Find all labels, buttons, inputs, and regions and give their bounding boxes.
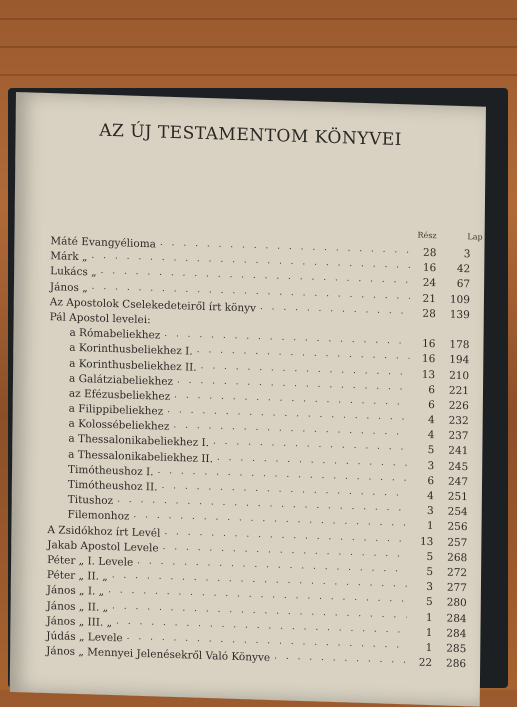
- wood-grain: [0, 18, 517, 20]
- toc-entry-chapters: 22: [418, 656, 433, 670]
- toc-entry-page: 284: [446, 627, 467, 640]
- toc-entry-name: a Thessalonikabeliekhez I.: [68, 433, 210, 450]
- book-page: [10, 92, 486, 707]
- toc-entry-page: 251: [447, 490, 468, 504]
- toc-entry-chapters: 5: [426, 550, 434, 563]
- toc-entry-page: 256: [447, 520, 468, 534]
- column-header-chapters: Rész: [417, 230, 437, 241]
- toc-entry-chapters: 1: [425, 611, 433, 624]
- toc-entry-name: a Thessalonikabeliekhez II.: [68, 448, 214, 465]
- toc-entry-name: a Kolossébeliekhez: [68, 417, 170, 434]
- toc-entry-page: 226: [448, 399, 469, 413]
- toc-entry-chapters: 3: [427, 459, 435, 472]
- toc-entry-name: a Korinthusbeliekhez II.: [69, 357, 197, 374]
- toc-entry-chapters: 21: [422, 292, 437, 305]
- toc-entry-chapters: 24: [422, 277, 437, 290]
- toc-entry-name: az Efézusbeliekhez: [68, 387, 171, 403]
- toc-entry-page: 42: [456, 263, 471, 276]
- column-header-pages: Lap: [467, 232, 483, 242]
- toc-entry-chapters: 1: [425, 626, 433, 639]
- toc-entry-page: 277: [446, 581, 467, 595]
- toc-entry-page: 247: [447, 475, 469, 489]
- toc-entry-name: János „ III. „: [46, 614, 113, 629]
- toc-entry-page: 254: [447, 505, 468, 519]
- toc-entry-page: 3: [463, 248, 471, 261]
- toc-entry-chapters: 4: [427, 489, 434, 503]
- toc-entry-name: Filemonhoz: [67, 509, 130, 523]
- toc-entry-chapters: 28: [422, 307, 436, 320]
- toc-entry-chapters: 3: [426, 505, 434, 518]
- dot-leader: [260, 304, 410, 319]
- toc-entry-page: 268: [447, 551, 468, 564]
- toc-entry-page: 194: [449, 353, 470, 367]
- toc-entry-chapters: 28: [422, 246, 437, 260]
- toc-entry-name: Jakab Apostol Levele: [47, 538, 159, 555]
- toc-entry-name: a Korinthusbeliekhez I.: [69, 342, 193, 358]
- toc-entry-chapters: 1: [426, 520, 434, 533]
- toc-entry-chapters: 13: [419, 535, 434, 548]
- toc-entry-name: Az Apostolok Cselekedeteiről írt könyv: [49, 295, 257, 315]
- toc-entry-page: 285: [446, 642, 467, 656]
- toc-entry-chapters: 16: [422, 261, 437, 275]
- toc-entry-name: Júdás „ Levele: [46, 629, 123, 645]
- toc-entry-chapters: 16: [421, 353, 436, 366]
- toc-entry-chapters: 6: [427, 474, 435, 487]
- toc-entry-page: 241: [448, 445, 469, 458]
- toc-entry-chapters: [155, 323, 181, 324]
- table-of-contents: [46, 235, 470, 673]
- toc-entry-chapters: 6: [428, 398, 435, 412]
- toc-entry-name: Timótheushoz I.: [67, 463, 154, 479]
- toc-entry-page: 245: [448, 460, 469, 473]
- toc-entry-chapters: 4: [427, 414, 435, 427]
- toc-entry-page: 210: [449, 369, 470, 382]
- toc-entry-page: 284: [446, 612, 467, 625]
- toc-entry-chapters: 5: [427, 444, 435, 457]
- toc-entry-name: a Rómabeliekhez: [69, 326, 161, 342]
- toc-entry-name: János „ I. „: [46, 584, 105, 599]
- toc-entry-page: 237: [448, 429, 469, 443]
- toc-entry-page: 257: [447, 536, 468, 549]
- toc-entry-chapters: 5: [426, 596, 433, 609]
- toc-entry-chapters: 4: [427, 429, 435, 442]
- toc-entry-name: Pál Apostol levelei:: [49, 311, 151, 327]
- toc-entry-chapters: 1: [425, 641, 433, 654]
- page-title: AZ ÚJ TESTAMENTOM KÖNYVEI: [99, 120, 403, 151]
- toc-entry-chapters: 3: [426, 581, 433, 594]
- toc-entry-page: [181, 324, 215, 325]
- toc-entry-chapters: 5: [426, 565, 434, 579]
- toc-entry-name: Timótheushoz II.: [67, 478, 158, 494]
- toc-entry-chapters: 16: [422, 337, 436, 351]
- toc-entry-page: 272: [446, 566, 468, 580]
- toc-entry-page: 221: [448, 384, 470, 397]
- toc-entry-name: a Filippibeliekhez: [68, 402, 164, 418]
- toc-entry-name: János „ II. „: [46, 599, 109, 614]
- toc-entry-name: Lukács „: [50, 265, 97, 279]
- wood-grain: [0, 46, 517, 48]
- toc-entry-chapters: 6: [428, 383, 436, 396]
- toc-entry-page: 178: [449, 338, 470, 352]
- toc-entry-name: A Zsidókhoz írt Levél: [47, 523, 161, 540]
- toc-entry-name: Péter „ II. „: [46, 569, 108, 584]
- toc-entry-page: 139: [449, 308, 470, 322]
- toc-entry-chapters: 13: [421, 368, 436, 381]
- wood-grain: [0, 74, 517, 76]
- toc-entry-name: a Galátziabeliekhez: [68, 372, 174, 388]
- toc-entry-name: Titushoz: [67, 493, 114, 508]
- toc-entry-name: János „: [49, 280, 88, 294]
- toc-entry-page: 109: [449, 293, 471, 306]
- toc-entry-name: János „ Mennyei Jelenésekről Való Könyve: [46, 645, 271, 665]
- toc-entry-page: 286: [446, 657, 467, 671]
- toc-entry-name: Péter „ I. Levele: [47, 553, 134, 569]
- toc-entry-page: 232: [448, 414, 469, 428]
- toc-entry-name: Márk „: [50, 250, 88, 264]
- bleed-through-text: [341, 673, 468, 696]
- dot-leader: [274, 654, 406, 668]
- toc-entry-page: 67: [456, 278, 471, 291]
- toc-entry-page: 280: [446, 596, 467, 610]
- toc-entry-name: Máté Evangyélioma: [50, 235, 157, 251]
